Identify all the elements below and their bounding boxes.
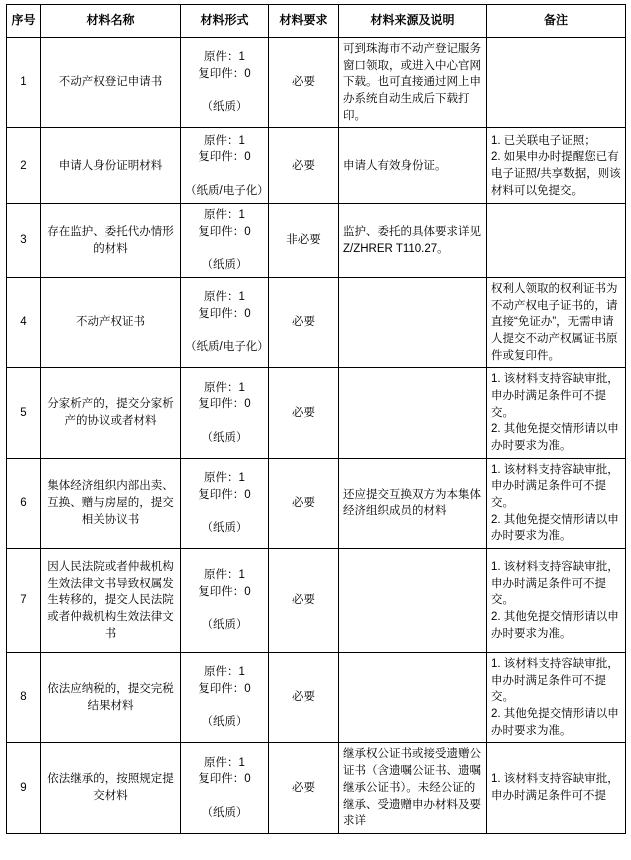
column-header-form: 材料形式 [181, 5, 269, 38]
cell-note [487, 458, 626, 548]
cell-form-text: 原件：1 复印件：0 （纸质/电子化） [185, 291, 269, 354]
cell-requirement: 必要 [269, 278, 339, 368]
cell-name [41, 368, 181, 458]
table-body [7, 38, 626, 834]
cell-source [339, 653, 487, 743]
cell-form [181, 128, 269, 204]
table-row [7, 458, 626, 548]
cell-requirement: 必要 [269, 743, 339, 833]
cell-name [41, 38, 181, 128]
cell-note-text: 1. 该材料支持容缺审批，申办时满足条件可不提 [491, 773, 619, 803]
cell-name-text: 分家析产的，提交分家析产的协议或者材料 [47, 398, 174, 428]
cell-name [41, 549, 181, 653]
cell-name [41, 458, 181, 548]
cell-form [181, 458, 269, 548]
cell-requirement: 必要 [269, 368, 339, 458]
cell-form [181, 204, 269, 278]
cell-form-text: 原件：1 复印件：0 （纸质） [198, 569, 251, 632]
cell-seq: 9 [7, 743, 41, 833]
cell-note [487, 653, 626, 743]
cell-source-text: 可到珠海市不动产登记服务窗口领取，或进入中心官网下载。也可直接通过网上申办系统自动生成后下载打印。 [343, 43, 481, 122]
cell-seq: 2 [7, 128, 41, 204]
cell-name [41, 653, 181, 743]
cell-form-text: 原件：1 复印件：0 （纸质） [198, 472, 251, 535]
cell-requirement: 必要 [269, 549, 339, 653]
cell-name [41, 278, 181, 368]
cell-source [339, 278, 487, 368]
cell-name [41, 743, 181, 833]
cell-note-text: 1. 该材料支持容缺审批，申办时满足条件可不提交。 2. 其他免提交情形请以申办时要求为准。 [491, 560, 619, 640]
cell-note-text: 1. 已关联电子证照； 2. 如果申办时提醒您已有电子证照/共享数据，则该材料可以免提交。 [491, 134, 621, 197]
column-header-note: 备注 [487, 5, 626, 38]
table-row [7, 549, 626, 653]
cell-note [487, 743, 626, 833]
cell-form [181, 38, 269, 128]
column-header-name: 材料名称 [41, 5, 181, 38]
cell-source-text: 申请人有效身份证。 [343, 159, 447, 172]
cell-source-text: 继承权公证书或接受遗赠公证书（含遗嘱公证书、遗嘱继承公证书）。未经公证的继承、受遗赠申办材料及要求详 [343, 748, 481, 828]
cell-seq: 7 [7, 549, 41, 653]
column-header-seq: 序号 [7, 5, 41, 38]
cell-seq: 3 [7, 204, 41, 278]
materials-table [6, 4, 626, 834]
cell-form [181, 368, 269, 458]
cell-name-text: 因人民法院或者仲裁机构生效法律文书导致权属发生转移的，提交人民法院或者仲裁机构生效法律文书 [47, 560, 174, 640]
table-row [7, 368, 626, 458]
cell-name-text: 依法继承的，按照规定提交材料 [47, 773, 174, 803]
cell-source-text: 还应提交互换双方为本集体经济组织成员的材料 [343, 488, 481, 518]
table-row [7, 278, 626, 368]
cell-source [339, 128, 487, 204]
cell-name [41, 128, 181, 204]
table-row [7, 128, 626, 204]
table-row [7, 38, 626, 128]
table-row [7, 743, 626, 833]
cell-name-text: 申请人身份证明材料 [58, 159, 163, 172]
cell-seq: 8 [7, 653, 41, 743]
cell-note [487, 128, 626, 204]
cell-form [181, 278, 269, 368]
cell-seq: 1 [7, 38, 41, 128]
cell-source [339, 38, 487, 128]
cell-seq: 6 [7, 458, 41, 548]
cell-requirement: 必要 [269, 128, 339, 204]
cell-requirement: 必要 [269, 38, 339, 128]
cell-note-text: 1. 该材料支持容缺审批，申办时满足条件可不提交。 2. 其他免提交情形请以申办时要求为准。 [491, 373, 619, 453]
cell-note [487, 204, 626, 278]
cell-source [339, 549, 487, 653]
cell-name-text: 依法应纳税的，提交完税结果材料 [47, 683, 174, 712]
column-header-source: 材料来源及说明 [339, 5, 487, 38]
cell-note-text: 1. 该材料支持容缺审批，申办时满足条件可不提交。 2. 其他免提交情形请以申办时要求为准。 [491, 658, 619, 737]
cell-name-text: 不动产权证书 [76, 316, 145, 329]
cell-note-text: 权利人领取的权利证书为不动产权电子证书的，请直接“免证办”，无需申请人提交不动产权属证书原件或复印件。 [491, 283, 618, 362]
cell-form-text: 原件：1 复印件：0 （纸质/电子化） [185, 134, 269, 197]
cell-requirement: 非必要 [269, 204, 339, 278]
cell-note [487, 38, 626, 128]
cell-note [487, 278, 626, 368]
cell-form-text: 原件：1 复印件：0 （纸质） [198, 51, 251, 114]
cell-source [339, 458, 487, 548]
cell-seq: 4 [7, 278, 41, 368]
column-header-requirement: 材料要求 [269, 5, 339, 38]
table-row [7, 653, 626, 743]
cell-source [339, 368, 487, 458]
cell-note [487, 368, 626, 458]
cell-form-text: 原件：1 复印件：0 （纸质） [198, 756, 251, 819]
cell-form-text: 原件：1 复印件：0 （纸质） [198, 666, 251, 729]
cell-form [181, 743, 269, 833]
cell-name-text: 集体经济组织内部出卖、互换、赠与房屋的，提交相关协议书 [47, 480, 174, 526]
cell-form-text: 原件：1 复印件：0 （纸质） [198, 381, 251, 444]
table-header-row [7, 5, 626, 38]
cell-requirement: 必要 [269, 653, 339, 743]
cell-form [181, 549, 269, 653]
cell-seq: 5 [7, 368, 41, 458]
cell-name [41, 204, 181, 278]
cell-form [181, 653, 269, 743]
cell-requirement: 必要 [269, 458, 339, 548]
cell-name-text: 不动产权登记申请书 [58, 76, 163, 89]
cell-form-text: 原件：1 复印件：0 （纸质） [198, 209, 251, 272]
cell-note [487, 549, 626, 653]
cell-note-text: 1. 该材料支持容缺审批，申办时满足条件可不提交。 2. 其他免提交情形请以申办时要求为准。 [491, 463, 619, 543]
cell-source [339, 204, 487, 278]
table-header [7, 5, 626, 38]
cell-source-text: 监护、委托的具体要求详见Z/ZHRER T110.27。 [343, 226, 481, 255]
cell-name-text: 存在监护、委托代办情形的材料 [47, 226, 174, 255]
table-row [7, 204, 626, 278]
cell-source [339, 743, 487, 833]
